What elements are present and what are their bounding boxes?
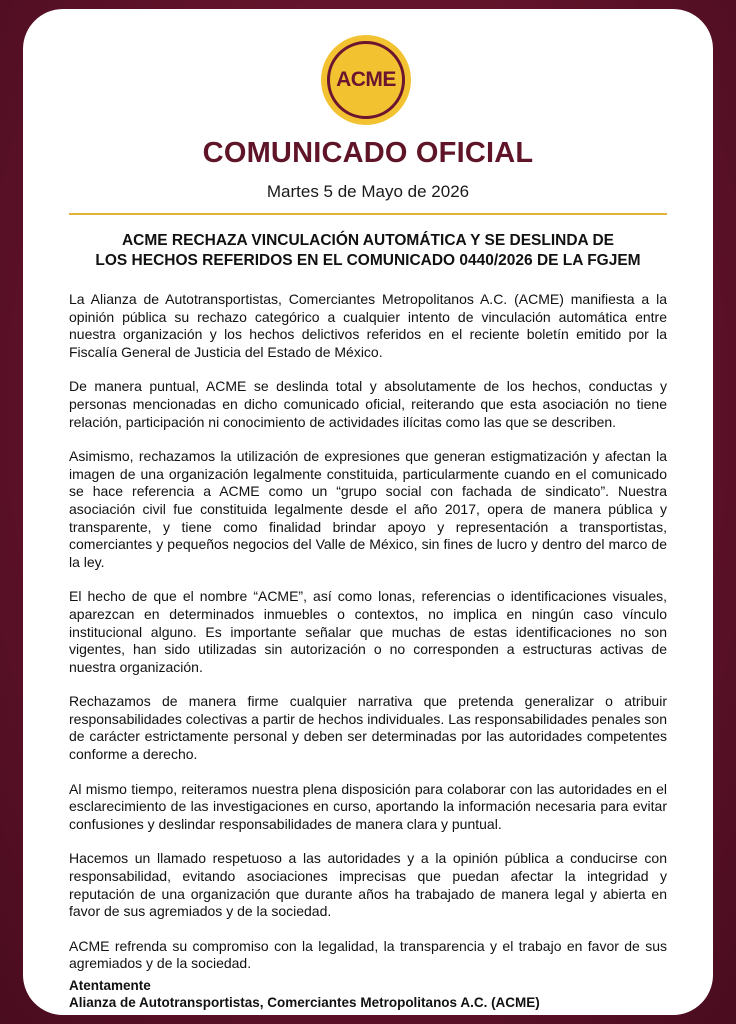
signature-block	[69, 977, 667, 1011]
acme-logo	[321, 35, 411, 125]
paragraph-4: El hecho de que el nombre “ACME”, así como lonas, referencias o identificaciones visuales, aparezcan en determinados inmuebles o contextos, no implica en ningún caso vínculo institucional alguno. Es importante señalar que muchas de estas identificaciones no son vigentes, han sido utilizadas sin autorización o no corresponden a estructuras activas de nuestra organización.	[69, 588, 667, 675]
headline-line-2: LOS HECHOS REFERIDOS EN EL COMUNICADO 0440/2026 DE LA FGJEM	[95, 252, 641, 269]
document-card	[23, 9, 713, 1015]
paragraph-7: Hacemos un llamado respetuoso a las autoridades y a la opinión pública a conducirse con responsabilidad, evitando asociaciones imprecisas que puedan afectar la integridad y reputación de una organización que durante años ha trabajado de manera legal y abierta en favor de sus agremiados y de la sociedad.	[69, 850, 667, 920]
signature-closing: Atentamente	[69, 978, 151, 993]
divider-rule	[69, 213, 667, 215]
paragraph-2: De manera puntual, ACME se deslinda total y absolutamente de los hechos, conductas y personas mencionadas en dicho comunicado oficial, reiterando que esta asociación no tiene relación, participación ni conocimiento de actividades ilícitas como las que se describen.	[69, 378, 667, 430]
date-line: Martes 5 de Mayo de 2026	[266, 182, 470, 201]
page-title: COMUNICADO OFICIAL	[202, 137, 534, 169]
body-text	[69, 291, 667, 990]
logo-text: ACME	[336, 68, 396, 91]
paragraph-5: Rechazamos de manera firme cualquier narrativa que pretenda generalizar o atribuir responsabilidades colectivas a partir de hechos individuales. Las responsabilidades penales son de carácter estrictamente personal y deben ser determinadas por las autoridades competentes conforme a derecho.	[69, 693, 667, 763]
paragraph-8: ACME refrenda su compromiso con la legalidad, la transparencia y el trabajo en favor de sus agremiados y de la sociedad.	[69, 937, 667, 972]
signature-org: Alianza de Autotransportistas, Comerciantes Metropolitanos A.C. (ACME)	[69, 995, 540, 1010]
paragraph-1: La Alianza de Autotransportistas, Comerciantes Metropolitanos A.C. (ACME) manifiesta a la opinión pública su rechazo categórico a cualquier intento de vinculación automática entre nuestra organización y los hechos delictivos referidos en el reciente boletín emitido por la Fiscalía General de Justicia del Estado de México.	[69, 291, 667, 360]
headline	[69, 231, 667, 271]
paragraph-6: Al mismo tiempo, reiteramos nuestra plena disposición para colaborar con las autoridades en el esclarecimiento de las investigaciones en curso, aportando la información necesaria para evitar confusiones y deslindar responsabilidades de manera clara y puntual.	[69, 780, 667, 832]
logo-ring	[327, 41, 405, 119]
headline-line-1: ACME RECHAZA VINCULACIÓN AUTOMÁTICA Y SE DESLINDA DE	[121, 232, 614, 249]
paragraph-3: Asimismo, rechazamos la utilización de expresiones que generan estigmatización y afectan la imagen de una organización legalmente constituida, particularmente cuando en el comunicado se hace referencia a ACME como un “grupo social con fachada de sindicato”. Nuestra asociación civil fue constituida legalmente desde el año 2017, opera de manera pública y transparente, y tiene como finalidad brindar apoyo y representación a transportistas, comerciantes y pequeños negocios del Valle de México, sin fines de lucro y dentro del marco de la ley.	[69, 448, 667, 570]
